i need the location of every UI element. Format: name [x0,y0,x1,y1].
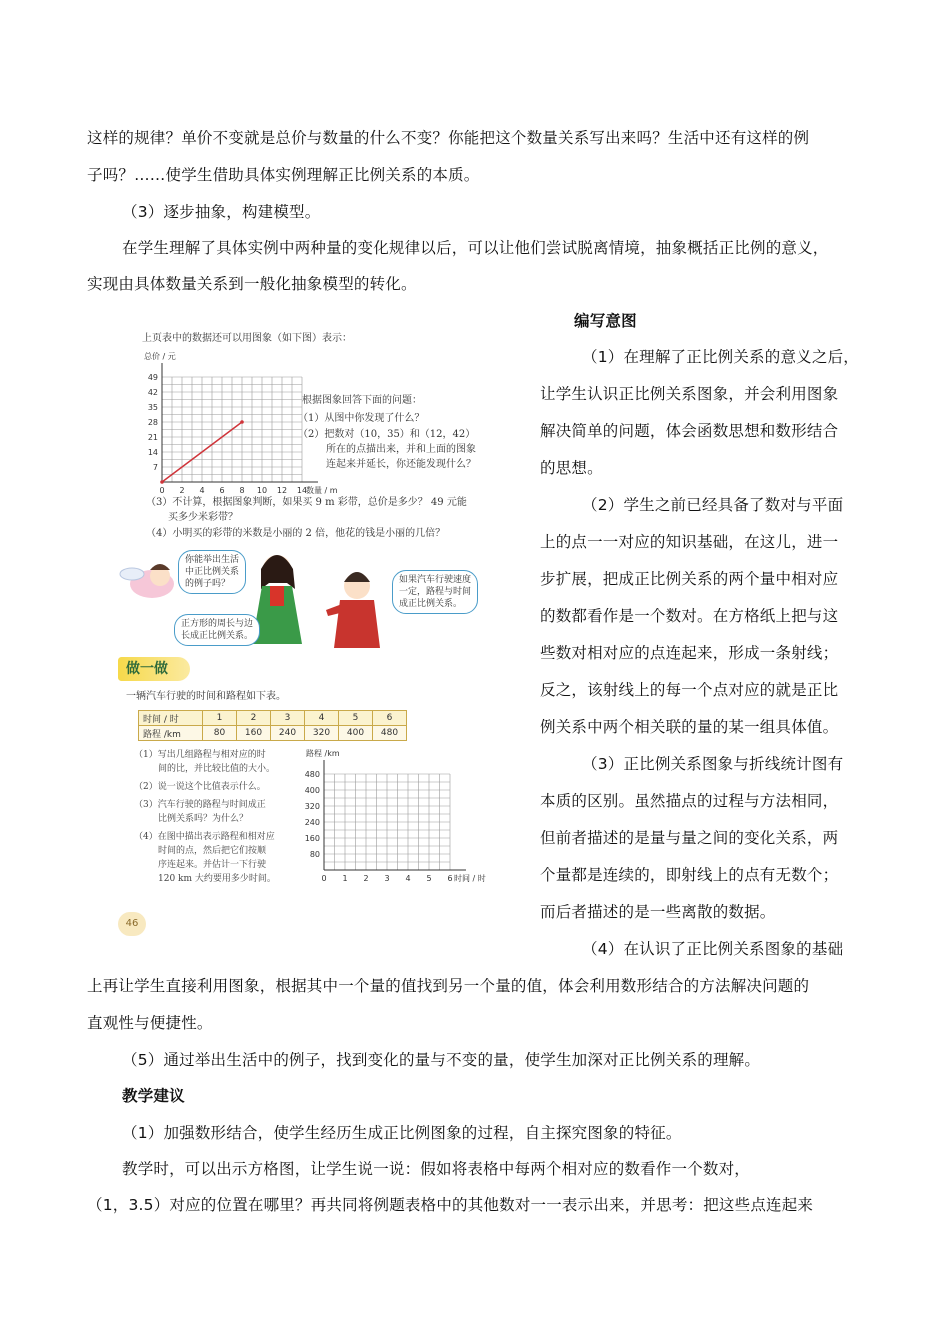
y-tick-label: 14 [147,448,158,457]
x-tick-label: 1 [342,874,348,883]
boy-icon [326,572,380,648]
exercise-3-line-2: 比例关系吗？为什么？ [158,814,249,824]
y-tick-label: 7 [152,463,158,472]
exercise-3-line-1: （3）汽车行驶的路程与时间成正 [134,800,266,810]
intent-heading: 编写意图 [574,312,637,330]
table-cell: 400 [339,726,373,741]
intent-line: （2）学生之前已经具备了数对与平面 [582,496,844,514]
abstract-paragraph-line-1: 在学生理解了具体实例中两种量的变化规律以后，可以让他们尝试脱离情境，抽象概括正比例的意义， [122,239,829,257]
x-tick-label: 6 [447,874,453,883]
x-tick-label: 6 [219,486,225,495]
intent-continuation-2: 直观性与便捷性。 [87,1014,213,1032]
bubble-text: 中正比例关系 [185,567,240,577]
question-3-line-2: 买多少米彩带？ [168,512,238,523]
y-tick-label: 21 [147,433,158,442]
y-tick-label: 240 [304,818,320,827]
exercise-2: （2）说一说这个比值表示什么。 [134,782,266,792]
table-cell: 5 [339,711,373,726]
speech-bubble-1 [178,550,246,594]
y-axis-label: 总价 / 元 [144,352,176,361]
intent-line: 例关系中两个相关联的量的某一组具体值。 [540,718,839,736]
table-cell: 2 [237,711,271,726]
x-tick-label: 8 [239,486,245,495]
intent-line: 本质的区别。虽然描点的过程与方法相同， [540,792,839,810]
exercise-1-line-2: 间的比，并比较比值的大小。 [158,764,276,774]
x-tick-label: 12 [276,486,288,495]
x-tick-label: 5 [426,874,432,883]
question-3-line-1: （3）不计算，根据图象判断，如果买 9 m 彩带，总价是多少？ 49 元能 [146,497,467,508]
y-tick-label: 160 [304,834,320,843]
question-2-line-3: 连起来并延长，你还能发现什么？ [326,459,476,470]
intent-continuation-1: 上再让学生直接利用图象，根据其中一个量的值找到另一个量的值，体会利用数形结合的方法解决问题的 [87,977,810,995]
data-point [160,480,164,484]
advice-paragraph-line-2: （1，3.5）对应的位置在哪里？再共同将例题表格中的其他数对一一表示出来，并思考：把这些点连起来 [87,1196,814,1214]
exercise-4-line-1: （4）在图中描出表示路程和相对应 [134,832,275,842]
page-number-badge: 46 [118,912,146,936]
question-2-line-1: （2）把数对（10，35）和（12，42） [298,429,476,440]
car-intro: 一辆汽车行驶的时间和路程如下表。 [126,691,286,702]
intent-line: 步扩展，把成正比例关系的两个量中相对应 [540,570,839,588]
intent-item-5: （5）通过举出生活中的例子，找到变化的量与不变的量，使学生加深对正比例关系的理解。 [122,1051,761,1069]
intent-line: 但前者描述的是量与量之间的变化关系，两 [540,829,839,847]
table-cell: 480 [373,726,407,741]
speech-bubble-2 [174,614,260,646]
table-cell: 4 [305,711,339,726]
table-cell: 160 [237,726,271,741]
textbook-page-image [112,322,502,944]
y-tick-label: 400 [304,786,320,795]
distance-time-chart [306,746,486,896]
y-tick-label: 80 [309,850,320,859]
intent-line: 上的点一一对应的知识基础，在这儿，进一 [540,533,839,551]
bubble-text: 你能举出生活 [185,555,240,565]
question-1: （1）从图中你发现了什么？ [298,413,425,424]
advice-item-1: （1）加强数形结合，使学生经历生成正比例图象的过程，自主探究图象的特征。 [122,1124,682,1142]
y-tick-label: 28 [147,418,158,427]
table-row [139,711,407,726]
y-axis-label: 路程 /km [306,749,340,758]
x-tick-label: 2 [363,874,369,883]
intent-line: 反之，该射线上的每一个点对应的就是正比 [540,681,839,699]
intent-line: （3）正比例关系图象与折线统计图有 [582,755,844,773]
table-cell: 80 [203,726,237,741]
x-tick-label: 4 [199,486,205,495]
bubble-text: 长成正比例关系。 [181,631,254,641]
exercise-4-line-2: 时间的点，然后把它们按顺 [158,846,267,856]
x-tick-label: 4 [405,874,411,883]
price-quantity-chart [132,344,338,504]
do-it-banner: 做一做 [118,657,190,681]
intent-line: 而后者描述的是一些离散的数据。 [540,903,776,921]
intent-line: 个量都是连续的，即射线上的点有无数个； [540,866,839,884]
intent-line: 解决简单的问题，体会函数思想和数形结合 [540,422,839,440]
exercise-4-line-4: 120 km 大约要用多少时间。 [158,874,276,884]
x-axis-label: 时间 / 时 [454,874,486,883]
bubble-text: 成正比例关系。 [399,599,463,609]
time-distance-table [138,710,407,741]
question-4: （4）小明买的彩带的米数是小丽的 2 倍，他花的钱是小丽的几倍？ [146,528,446,539]
data-point [240,420,244,424]
x-axis-label: 数量 / m [306,486,338,495]
y-tick-label: 320 [304,802,320,811]
table-cell: 320 [305,726,339,741]
intent-line: （4）在认识了正比例关系图象的基础 [582,940,844,958]
table-cell: 6 [373,711,407,726]
exercise-1-line-1: （1）写出几组路程与相对应的时 [134,750,266,760]
bubble-text: 一定，路程与时间 [399,587,472,597]
table-header-cell: 路程 /km [139,726,203,741]
y-tick-label: 35 [147,403,158,412]
x-tick-label: 2 [179,486,185,495]
bubble-text: 如果汽车行驶速度 [399,575,472,585]
table-cell: 1 [203,711,237,726]
flying-child-icon [120,564,174,598]
advice-heading: 教学建议 [122,1087,185,1105]
intro-line-2: 子吗？……使学生借助具体实例理解正比例关系的本质。 [87,166,480,184]
table-row [139,726,407,741]
intent-line: 让学生认识正比例关系图象，并会利用图象 [540,385,839,403]
intent-line: 的数都看作是一个数对。在方格纸上把与这 [540,607,839,625]
abstract-paragraph-line-2: 实现由具体数量关系到一般化抽象模型的转化。 [87,275,417,293]
intro-line-1: 这样的规律？单价不变就是总价与数量的什么不变？你能把这个数量关系写出来吗？生活中还有这样的例 [87,129,810,147]
table-header-cell: 时间 / 时 [139,711,203,726]
y-tick-label: 49 [147,373,158,382]
intent-line: 些数对相对应的点连起来，形成一条射线； [540,644,839,662]
intent-line: （1）在理解了正比例关系的意义之后， [582,348,859,366]
question-2-line-2: 所在的点描出来，并和上面的图象 [326,444,476,455]
questions-title: 根据图象回答下面的问题： [302,395,422,406]
bubble-text: 的例子吗？ [185,579,231,589]
table-cell: 3 [271,711,305,726]
x-tick-label: 0 [159,486,165,495]
x-tick-label: 3 [384,874,390,883]
speech-bubble-3 [392,570,478,614]
bubble-text: 正方形的周长与边 [181,619,254,629]
x-tick-label: 10 [256,486,268,495]
y-tick-label: 42 [147,388,158,397]
intent-line: 的思想。 [540,459,603,477]
advice-paragraph-line-1: 教学时，可以出示方格图，让学生说一说：假如将表格中每两个相对应的数看作一个数对， [122,1160,751,1178]
table-cell: 240 [271,726,305,741]
x-tick-label: 0 [321,874,327,883]
step-3-heading: （3）逐步抽象，构建模型。 [122,203,321,221]
y-tick-label: 480 [304,770,320,779]
exercise-4-line-3: 序连起来。并估计一下行驶 [158,860,267,870]
textbook-intro: 上页表中的数据还可以用图象（如下图）表示： [142,333,352,344]
x-tick-label: 14 [296,486,308,495]
